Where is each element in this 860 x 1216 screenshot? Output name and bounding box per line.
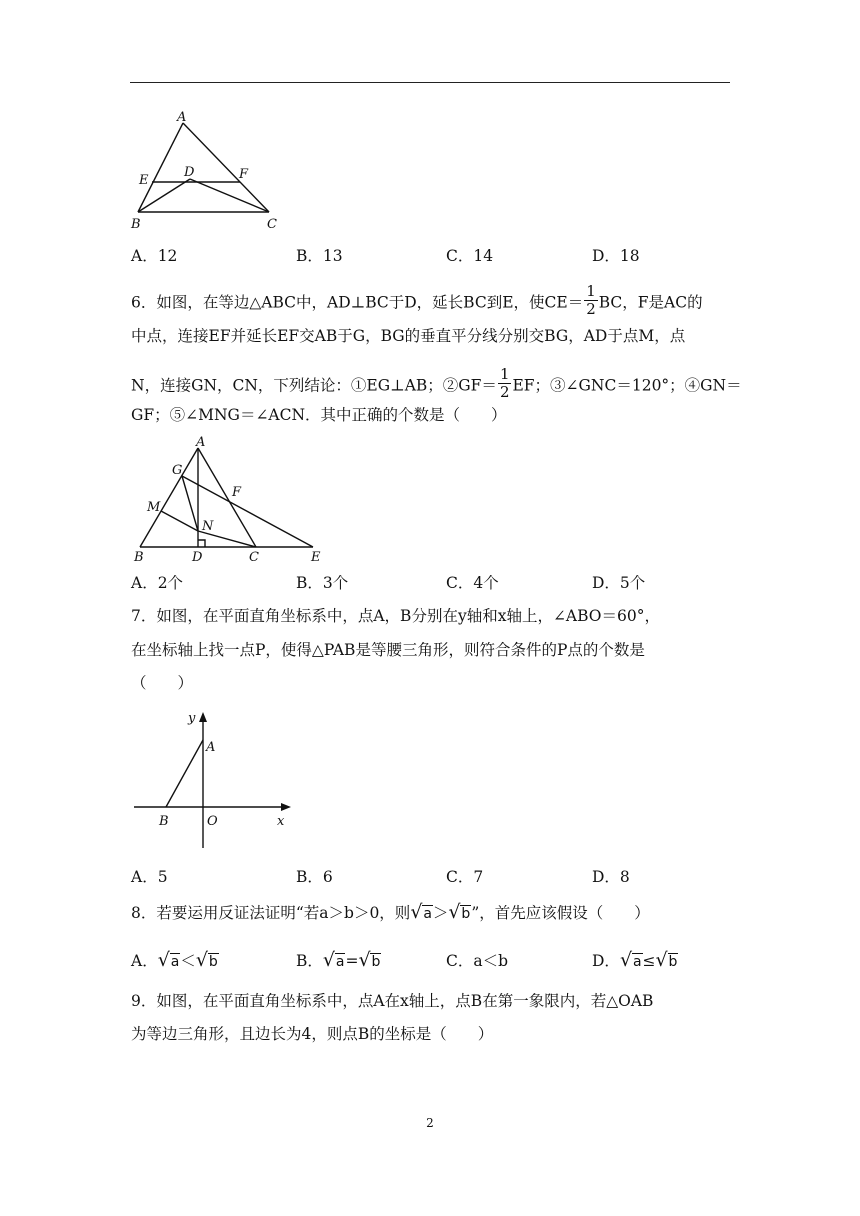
label-O: O — [207, 814, 218, 829]
page-number: 2 — [426, 1116, 434, 1130]
radicand-b: b — [668, 954, 678, 970]
q8-text: 8．若要运用反证法证明“若a＞b＞0，则 — [131, 904, 411, 922]
label-B: B — [134, 550, 144, 564]
q6-line-1 — [131, 282, 703, 320]
q6-triangle-figure — [128, 434, 338, 564]
sqrt-a — [621, 954, 643, 970]
q7-option-d: D．8 — [592, 868, 630, 886]
frac-denominator: 2 — [499, 383, 510, 401]
q6-line-4: GF；⑤∠MNG＝∠ACN．其中正确的个数是（ ） — [131, 406, 507, 424]
q5-option-a: A．12 — [131, 247, 178, 265]
q6-line-2: 中点，连接EF并延长EF交AB于G，BG的垂直平分线分别交BG，AD于点M，点 — [131, 327, 686, 345]
q7-option-b: B．6 — [296, 868, 333, 886]
label-E: E — [139, 173, 149, 188]
label-M: M — [147, 500, 161, 515]
label-N: N — [202, 519, 214, 534]
q8-option-a — [131, 954, 219, 970]
q6-option-d: D．5个 — [592, 574, 646, 592]
sqrt-a — [411, 906, 433, 922]
sqrt-b — [657, 954, 679, 970]
fraction-one-half — [498, 367, 512, 400]
q8-option-b — [296, 954, 381, 970]
option-prefix: C． — [446, 952, 474, 970]
q9-line-2: 为等边三角形，且边长为4，则点B的坐标是（ ） — [131, 1025, 494, 1043]
radicand-a: a — [170, 954, 180, 970]
q6-line-3 — [131, 365, 742, 403]
label-A: A — [177, 110, 187, 125]
q8-text-end: ”，首先应该假设（ ） — [471, 904, 650, 922]
label-C: C — [267, 217, 277, 232]
relation-sign: ≤ — [642, 952, 656, 970]
label-A: A — [206, 740, 216, 755]
sqrt-b — [359, 954, 381, 970]
label-F: F — [239, 167, 249, 182]
option-prefix: A． — [131, 952, 158, 970]
label-D: D — [192, 550, 203, 564]
sqrt-b — [449, 906, 471, 922]
q6-option-a: A．2个 — [131, 574, 184, 592]
frac-numerator: 1 — [586, 282, 596, 300]
q8-option-c — [446, 954, 508, 970]
q5-triangle-figure — [128, 108, 288, 234]
relation-sign: ＜ — [180, 952, 196, 970]
q5-option-b: B．13 — [296, 247, 343, 265]
q6-line1-text: 6．如图，在等边△ABC中，AD⊥BC于D，延长BC到E，使CE＝ — [131, 293, 584, 312]
q5-option-c: C．14 — [446, 247, 494, 265]
header-rule — [130, 82, 730, 83]
label-A: A — [196, 435, 206, 450]
q7-option-a: A．5 — [131, 868, 168, 886]
radicand-b: b — [461, 906, 471, 922]
x-axis-label: x — [277, 814, 285, 829]
q7-option-c: C．7 — [446, 868, 484, 886]
q7-line-1: 7．如图，在平面直角坐标系中，点A，B分别在y轴和x轴上，∠ABO＝60°， — [131, 607, 660, 625]
option-prefix: B． — [296, 952, 323, 970]
radicand-b: b — [208, 954, 218, 970]
q8-stem — [131, 906, 650, 922]
frac-numerator: 1 — [499, 365, 510, 383]
q5-option-d: D．18 — [592, 247, 640, 265]
greater-than-sign: ＞ — [432, 904, 449, 922]
label-B: B — [131, 217, 141, 232]
radicand-a: a — [335, 954, 345, 970]
label-G: G — [172, 463, 183, 478]
fraction-one-half — [584, 284, 598, 317]
radicand-a: a — [423, 906, 432, 922]
label-F: F — [232, 485, 242, 500]
q9-line-1: 9．如图，在平面直角坐标系中，点A在x轴上，点B在第一象限内，若△OAB — [131, 992, 654, 1010]
q7-line-3: （ ） — [131, 674, 194, 692]
q8-option-d — [592, 954, 678, 970]
q6-line3-text: N，连接GN，CN，下列结论：①EG⊥AB；②GF＝ — [131, 376, 497, 395]
q6-option-b: B．3个 — [296, 574, 349, 592]
q6-line3-text-end: EF；③∠GNC＝120°；④GN＝ — [512, 376, 742, 395]
label-C: C — [249, 550, 259, 564]
radicand-b: b — [371, 954, 381, 970]
q7-coordinate-figure — [128, 706, 298, 854]
label-E: E — [311, 550, 321, 564]
label-D: D — [184, 165, 195, 180]
sqrt-a — [324, 954, 346, 970]
option-text: a＜b — [473, 952, 509, 970]
q6-line1-text-end: BC，F是AC的 — [598, 293, 703, 312]
relation-sign: = — [345, 952, 359, 970]
radicand-a: a — [632, 954, 642, 970]
y-axis-label: y — [188, 711, 196, 726]
label-B: B — [159, 814, 169, 829]
q6-option-c: C．4个 — [446, 574, 499, 592]
option-prefix: D． — [592, 952, 620, 970]
sqrt-b — [197, 954, 219, 970]
q7-line-2: 在坐标轴上找一点P，使得△PAB是等腰三角形，则符合条件的P点的个数是 — [131, 641, 645, 659]
sqrt-a — [159, 954, 181, 970]
frac-denominator: 2 — [586, 300, 596, 318]
